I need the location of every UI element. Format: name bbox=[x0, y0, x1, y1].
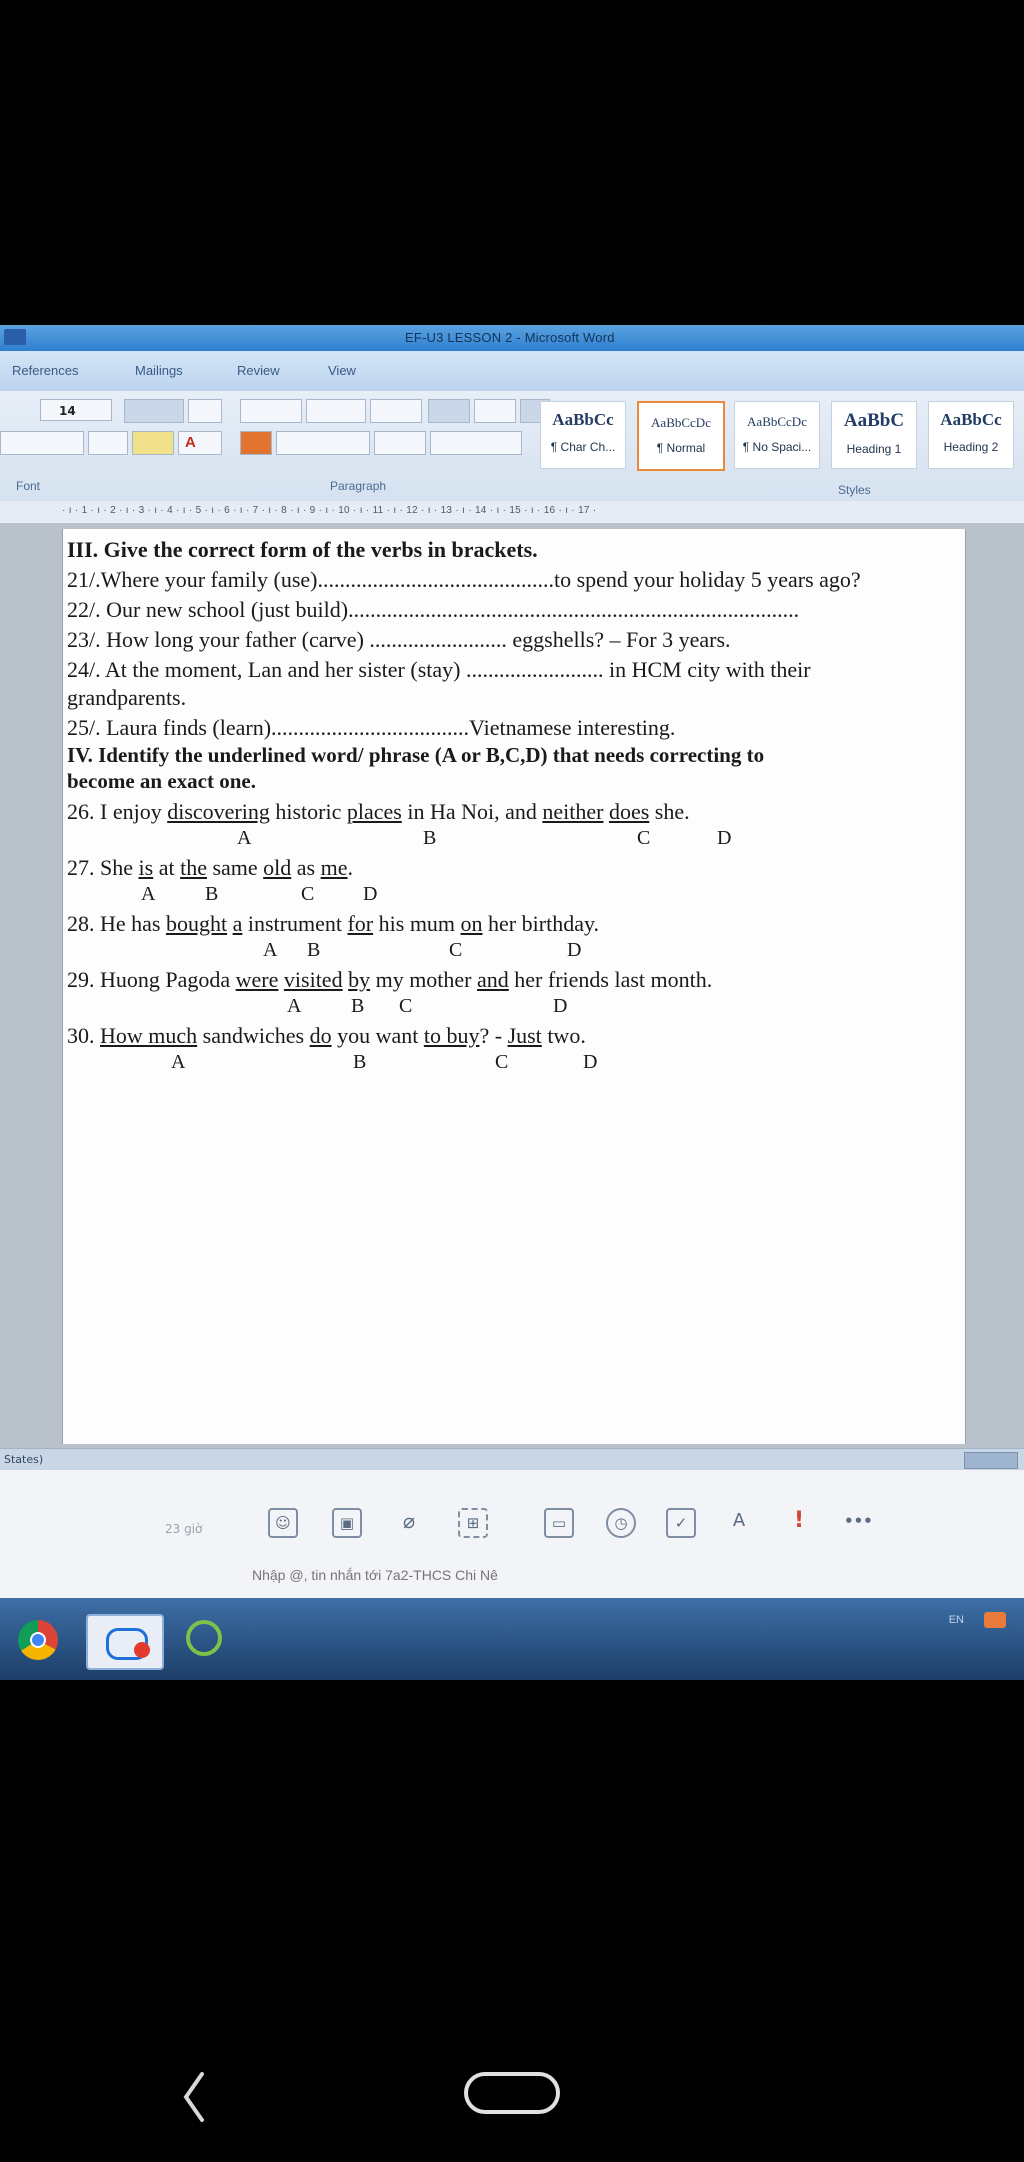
q29-option-c: by bbox=[348, 967, 371, 992]
chat-panel bbox=[0, 1470, 1024, 1598]
q28-text: his mum bbox=[373, 911, 461, 936]
q30-option-d: Just bbox=[507, 1023, 542, 1048]
reminder-icon[interactable]: ◷ bbox=[606, 1508, 636, 1538]
style-sample: AaBbCcDc bbox=[651, 415, 711, 430]
tab-references[interactable]: References bbox=[12, 363, 79, 378]
style-name: Heading 2 bbox=[943, 440, 999, 454]
font-group-label: Font bbox=[16, 479, 41, 493]
tab-review[interactable]: Review bbox=[237, 363, 280, 378]
style-no-spacing[interactable] bbox=[734, 401, 820, 469]
section-4-heading: IV. Identify the underlined word/ phrase (A or B,C,D) that needs correcting to bbox=[67, 743, 765, 767]
q29-option-b: visited bbox=[283, 967, 343, 992]
q29-text: my mother bbox=[370, 967, 478, 992]
q30-text: ? - bbox=[479, 1023, 508, 1048]
title-bar bbox=[0, 325, 1024, 351]
style-sample: AaBbCcDc bbox=[747, 414, 807, 429]
q28-text: instrument bbox=[242, 911, 348, 936]
q27-option-b: the bbox=[180, 855, 207, 880]
attach-icon[interactable]: ⌀ bbox=[402, 1509, 416, 1533]
urgent-icon[interactable]: ! bbox=[793, 1508, 805, 1533]
ribbon-tabs bbox=[0, 351, 1024, 392]
document-page[interactable] bbox=[62, 529, 966, 1444]
q30-option-c: to buy bbox=[423, 1023, 480, 1048]
word-app-icon[interactable] bbox=[4, 329, 26, 345]
q28-text: 28. He has bbox=[67, 911, 166, 936]
font-size-select[interactable] bbox=[40, 399, 112, 421]
letter-a: A bbox=[237, 827, 252, 849]
view-buttons[interactable] bbox=[964, 1452, 1018, 1469]
letter-c: C bbox=[637, 827, 651, 849]
image-icon[interactable]: ▣ bbox=[332, 1508, 362, 1538]
q29-text: 29. Huong Pagoda bbox=[67, 967, 236, 992]
section-3-heading: III. Give the correct form of the verbs in brackets. bbox=[67, 537, 538, 562]
horizontal-ruler[interactable] bbox=[0, 501, 1024, 524]
style-char-ch[interactable] bbox=[540, 401, 626, 469]
letter-b: B bbox=[205, 883, 219, 905]
question-29 bbox=[67, 967, 712, 993]
multilevel-list-button[interactable] bbox=[370, 399, 422, 423]
numbering-button[interactable] bbox=[306, 399, 366, 423]
style-normal[interactable] bbox=[637, 401, 725, 471]
question-22: 22/. Our new school (just build).................................................................................. bbox=[67, 597, 800, 622]
q27-text: as bbox=[291, 855, 321, 880]
letter-c: C bbox=[495, 1051, 509, 1073]
style-name: ¶ Normal bbox=[656, 441, 706, 455]
taskbar bbox=[0, 1598, 1024, 1680]
letter-b: B bbox=[423, 827, 437, 849]
more-icon[interactable]: ••• bbox=[844, 1512, 873, 1530]
q26-text: in Ha Noi, and bbox=[401, 799, 543, 824]
align-buttons[interactable] bbox=[276, 431, 370, 455]
sticker-icon[interactable]: ☺ bbox=[268, 1508, 298, 1538]
bullets-button[interactable] bbox=[240, 399, 302, 423]
tab-view[interactable]: View bbox=[328, 363, 356, 378]
q28-option-b: a bbox=[232, 911, 243, 936]
text-effects-button[interactable] bbox=[88, 431, 128, 455]
style-name: ¶ Char Ch... bbox=[550, 440, 616, 454]
question-30 bbox=[67, 1023, 586, 1049]
q29-option-a: were bbox=[235, 967, 279, 992]
question-26 bbox=[67, 799, 690, 825]
letter-c: C bbox=[399, 995, 413, 1017]
letter-a: A bbox=[263, 939, 278, 961]
window-title: EF-U3 LESSON 2 - Microsoft Word bbox=[405, 330, 615, 345]
letter-d: D bbox=[567, 939, 582, 961]
letter-d: D bbox=[717, 827, 732, 849]
align-left-button[interactable] bbox=[240, 431, 272, 455]
font-color-button[interactable] bbox=[178, 431, 222, 455]
indent-buttons[interactable] bbox=[428, 399, 470, 423]
paragraph-group-label: Paragraph bbox=[330, 479, 387, 493]
q28-option-d: on bbox=[460, 911, 483, 936]
letter-a: A bbox=[141, 883, 156, 905]
sort-button[interactable] bbox=[474, 399, 516, 423]
question-24-cont: grandparents. bbox=[67, 685, 187, 710]
q26-text: 26. I enjoy bbox=[67, 799, 168, 824]
q26-option-d: does bbox=[608, 799, 650, 824]
q30-text: 30. bbox=[67, 1023, 100, 1048]
highlight-button[interactable] bbox=[132, 431, 174, 455]
screenshot-icon[interactable]: ⊞ bbox=[458, 1508, 488, 1538]
letter-c: C bbox=[449, 939, 463, 961]
q30-option-a: How much bbox=[100, 1023, 198, 1048]
letter-b: B bbox=[351, 995, 365, 1017]
style-name: Heading 1 bbox=[846, 442, 902, 456]
home-button[interactable] bbox=[464, 2072, 560, 2114]
app-icon[interactable] bbox=[186, 1620, 222, 1656]
zalo-app-icon[interactable] bbox=[86, 1614, 164, 1670]
q27-text: at bbox=[153, 855, 181, 880]
section-4-heading-cont: become an exact one. bbox=[67, 769, 256, 793]
message-time: 23 giờ bbox=[165, 1522, 203, 1536]
q30-option-b: do bbox=[309, 1023, 332, 1048]
question-24: 24/. At the moment, Lan and her sister (stay) ......................... in HCM city with their bbox=[67, 657, 811, 682]
q28-text: her birthday. bbox=[482, 911, 600, 936]
shading-border-buttons[interactable] bbox=[430, 431, 522, 455]
line-spacing-button[interactable] bbox=[374, 431, 426, 455]
q27-text: 27. She bbox=[67, 855, 139, 880]
q27-option-c: old bbox=[263, 855, 292, 880]
font-size-value: 14 bbox=[59, 404, 76, 418]
q27-option-d: me bbox=[320, 855, 348, 880]
font-color-icon: A bbox=[185, 434, 196, 451]
tab-mailings[interactable]: Mailings bbox=[135, 363, 183, 378]
back-icon bbox=[180, 2072, 210, 2122]
style-sample: AaBbC bbox=[843, 410, 905, 431]
q26-text: she. bbox=[649, 799, 690, 824]
document-area bbox=[0, 523, 1024, 1448]
q26-option-c: neither bbox=[542, 799, 604, 824]
q26-option-b: places bbox=[346, 799, 402, 824]
card-icon[interactable]: ▭ bbox=[544, 1508, 574, 1538]
q30-text: two. bbox=[541, 1023, 586, 1048]
ruler-marks: · ı · 1 · ı · 2 · ı · 3 · ı · 4 · ı · 5 · ı · 6 · ı · 7 · ı · 8 · ı · 9 · ı · 10 · ı · 11 · ı · 12 · ı · 13 · ı · 14 · ı · 15 · ı · 16 · ı · 17 · bbox=[62, 505, 597, 516]
question-21: 21/.Where your family (use)...........................................to spend your holiday 5 years ago? bbox=[67, 567, 861, 592]
question-28 bbox=[67, 911, 599, 937]
q28-option-a: bought bbox=[165, 911, 228, 936]
q27-text: . bbox=[347, 855, 354, 880]
subscript-superscript-buttons[interactable] bbox=[0, 431, 84, 455]
task-icon[interactable]: ✓ bbox=[666, 1508, 696, 1538]
tray-icon[interactable] bbox=[984, 1612, 1006, 1628]
language-indicator[interactable]: EN bbox=[948, 1614, 964, 1626]
q26-text: historic bbox=[269, 799, 347, 824]
q30-text: sandwiches bbox=[197, 1023, 310, 1048]
styles-group-label: Styles bbox=[838, 483, 871, 497]
ribbon bbox=[0, 391, 1024, 502]
letter-c: C bbox=[301, 883, 315, 905]
format-icon[interactable]: A bbox=[732, 1510, 746, 1531]
style-sample: AaBbCc bbox=[552, 410, 614, 429]
q27-option-a: is bbox=[138, 855, 154, 880]
back-button[interactable] bbox=[180, 2072, 210, 2102]
monitor-screen bbox=[0, 325, 1024, 1680]
clear-format-button[interactable] bbox=[188, 399, 222, 423]
letter-b: B bbox=[353, 1051, 367, 1073]
status-bar bbox=[0, 1448, 1024, 1471]
q29-text: her friends last month. bbox=[508, 967, 713, 992]
message-input[interactable] bbox=[250, 1562, 854, 1588]
q28-option-c: for bbox=[347, 911, 374, 936]
grow-font-button[interactable] bbox=[124, 399, 184, 423]
chrome-icon[interactable] bbox=[18, 1620, 58, 1660]
style-sample: AaBbCc bbox=[940, 410, 1002, 429]
letter-d: D bbox=[553, 995, 568, 1017]
question-25: 25/. Laura finds (learn)....................................Vietnamese interesting. bbox=[67, 715, 676, 740]
letter-a: A bbox=[171, 1051, 186, 1073]
q29-option-d: and bbox=[477, 967, 509, 992]
letter-b: B bbox=[307, 939, 321, 961]
letter-a: A bbox=[287, 995, 302, 1017]
style-heading-2[interactable] bbox=[928, 401, 1014, 469]
letter-d: D bbox=[363, 883, 378, 905]
status-language: States) bbox=[4, 1453, 44, 1466]
q26-option-a: discovering bbox=[167, 799, 270, 824]
letter-d: D bbox=[583, 1051, 598, 1073]
style-name: ¶ No Spaci... bbox=[742, 440, 812, 454]
question-27 bbox=[67, 855, 353, 881]
q30-text: you want bbox=[331, 1023, 424, 1048]
question-23: 23/. How long your father (carve) ......................... eggshells? – For 3 years. bbox=[67, 627, 731, 652]
q27-text: same bbox=[206, 855, 264, 880]
style-heading-1[interactable] bbox=[831, 401, 917, 469]
